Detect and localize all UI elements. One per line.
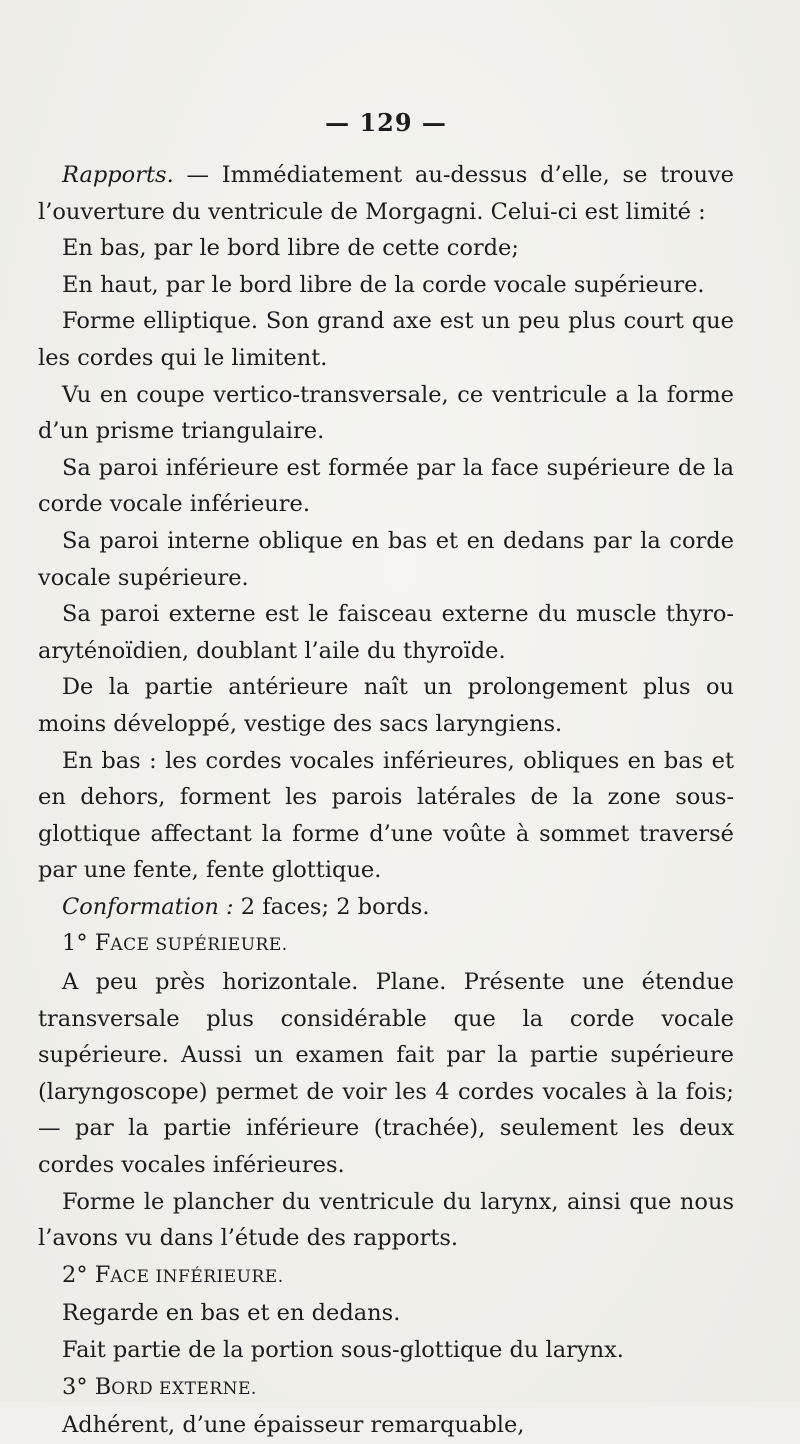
- paragraph: Regarde en bas et en dedans.: [62, 1300, 401, 1327]
- paragraph: En bas, par le bord libre de cette corde;: [62, 235, 519, 262]
- paragraph: Forme elliptique. Son grand axe est un peu plus court que les cordes qui le limitent.: [38, 308, 734, 371]
- paragraph: Forme le plancher du ventricule du larynx, ainsi que nous l’avons vu dans l’étude des rapports.: [38, 1188, 734, 1252]
- subheading-bord-externe: [38, 1369, 734, 1408]
- section-label-rapports: Rapports.: [62, 162, 174, 188]
- paragraph: En bas : les cordes vocales inférieures, obliques en bas et en dehors, forment les parois latérales de la zone sous-glottique affectant la forme d’une voûte à sommet traversé par une fente, fente glottique.: [38, 747, 734, 884]
- paragraph: De la partie antérieure naît un prolongement plus ou moins développé, vestige des sacs laryngiens.: [38, 674, 734, 737]
- heading-rest: ACE INFÉRIEURE.: [110, 1266, 284, 1287]
- paragraph-conformation: [38, 889, 734, 926]
- subheading-face-superieure: [38, 925, 734, 964]
- paragraph: Sa paroi interne oblique en bas et en dedans par la corde vocale supérieure.: [38, 527, 734, 591]
- paragraph-text: 2 faces; 2 bords.: [233, 893, 430, 920]
- paragraph: Adhérent, d’une épaisseur remarquable,: [62, 1412, 525, 1439]
- heading-number: 3°: [62, 1373, 88, 1400]
- paragraph-rapports: [38, 157, 734, 230]
- paragraph: A peu près horizontale. Plane. Présente une étendue transversale plus considérable que la corde vocale supérieure. Aussi un examen fait par la partie supérieure (laryngoscope) permet de voir les 4 cordes vocales à la fois; — par la partie inférieure (trachée), seulement les deux cordes vocales inférieures.: [38, 969, 734, 1179]
- paragraph-text: — Immédiatement au-dessus d’elle, se trouve l’ouverture du ventricule de Morgagni. Celui-ci est limité :: [38, 162, 734, 225]
- paragraph: Sa paroi externe est le faisceau externe du muscle thyro-aryténoïdien, doublant l’aile du thyroïde.: [38, 601, 734, 664]
- heading-rest: ACE SUPÉRIEURE.: [110, 935, 288, 956]
- paragraph: Vu en coupe vertico-transversale, ce ventricule a la forme d’un prisme triangulaire.: [38, 381, 734, 445]
- heading-rest: ORD EXTERNE.: [111, 1378, 257, 1399]
- heading-initial: F: [94, 1261, 111, 1288]
- heading-initial: B: [94, 1373, 112, 1400]
- paragraph: Sa paroi inférieure est formée par la face supérieure de la corde vocale inférieure.: [38, 454, 734, 518]
- heading-number: 2°: [62, 1261, 88, 1288]
- page-number: — 129 —: [325, 108, 447, 137]
- subheading-face-inferieure: [38, 1257, 734, 1296]
- heading-number: 1°: [62, 930, 88, 957]
- heading-initial: F: [94, 930, 111, 957]
- section-label-conformation: Conformation :: [62, 893, 234, 920]
- paragraph: Fait partie de la portion sous-glottique du larynx.: [62, 1337, 624, 1363]
- paragraph: En haut, par le bord libre de la corde vocale supérieure.: [62, 271, 705, 298]
